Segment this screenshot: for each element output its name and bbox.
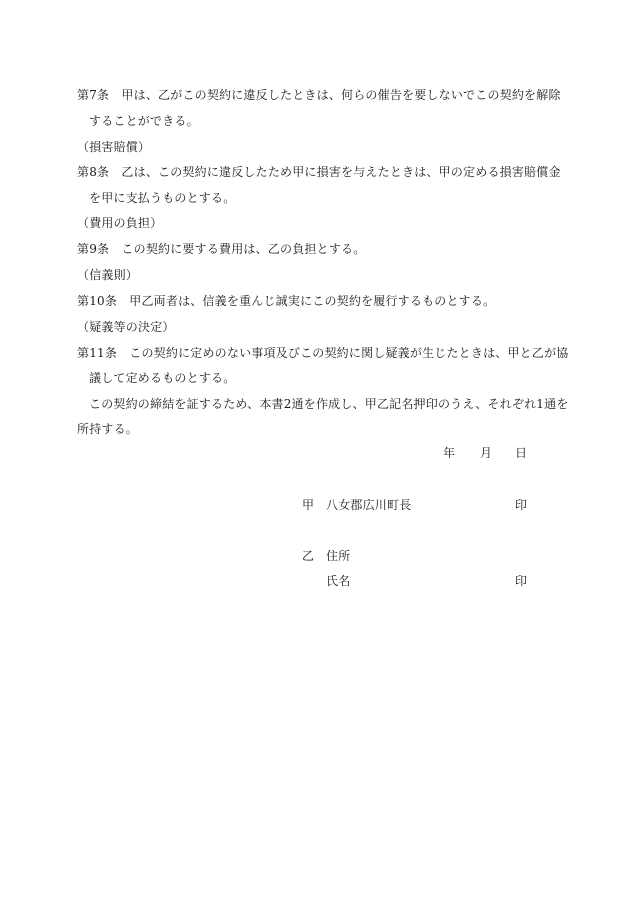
date-year-label: 年 bbox=[443, 446, 456, 460]
date-day-label: 日 bbox=[515, 446, 528, 460]
closing-statement: この契約の締結を証するため、本書2通を作成し、甲乙記名押印のうえ、それぞれ1通を bbox=[89, 397, 569, 411]
article-8-text-continued: を甲に支払うものとする。 bbox=[89, 191, 236, 205]
party-koh-seal-mark: 印 bbox=[515, 498, 528, 512]
article-10-text: 第10条 甲乙両者は、信義を重んじ誠実にこの契約を履行するものとする。 bbox=[77, 294, 496, 308]
heading-good-faith: （信義則） bbox=[77, 268, 139, 282]
article-11-text: 第11条 この契約に定めのない事項及びこの契約に関し疑義が生じたときは、甲と乙が協 bbox=[77, 346, 569, 360]
heading-doubts: （疑義等の決定） bbox=[77, 320, 175, 334]
article-9-text: 第9条 この契約に要する費用は、乙の負担とする。 bbox=[77, 242, 366, 256]
party-koh-label: 甲 bbox=[302, 498, 315, 512]
article-7-text-continued: することができる。 bbox=[89, 114, 199, 128]
heading-costs: （費用の負担） bbox=[77, 216, 163, 230]
article-8-text: 第8条 乙は、この契約に違反したため甲に損害を与えたときは、甲の定める損害賠償金 bbox=[77, 165, 561, 179]
closing-statement-continued: 所持する。 bbox=[77, 422, 139, 436]
party-otsu-address-label: 住所 bbox=[326, 549, 351, 563]
date-month-label: 月 bbox=[480, 446, 493, 460]
party-otsu-name-label: 氏名 bbox=[326, 574, 351, 588]
party-koh-name: 八女郡広川町長 bbox=[326, 498, 412, 512]
party-otsu-seal-mark: 印 bbox=[515, 574, 528, 588]
article-7-text: 第7条 甲は、乙がこの契約に違反したときは、何らの催告を要しないでこの契約を解除 bbox=[77, 88, 561, 102]
party-otsu-label: 乙 bbox=[302, 549, 315, 563]
heading-damages: （損害賠償） bbox=[77, 140, 151, 154]
article-11-text-continued: 議して定めるものとする。 bbox=[89, 371, 236, 385]
